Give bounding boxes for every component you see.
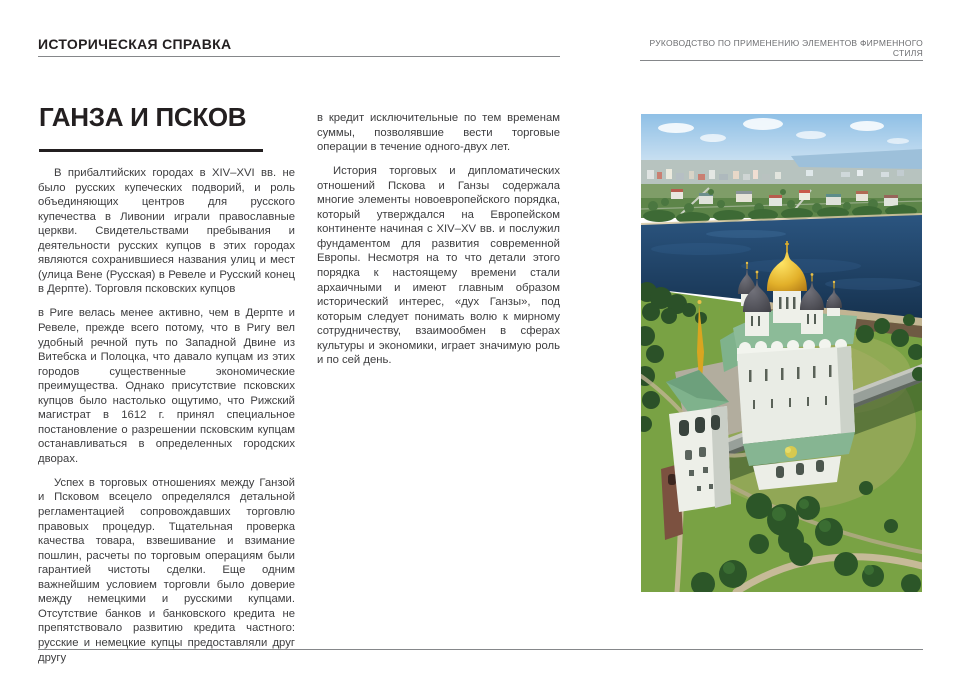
text-column-middle — [317, 111, 560, 377]
header-rule-right — [640, 60, 923, 61]
paragraph: в кредит исключительные по тем временам суммы, позволявшие вести торговые операции в течение одного-двух лет. — [317, 112, 560, 154]
paragraph: В прибалтийских городах в XIV–XVI вв. не было русских купеческих подворий, и роль объединяющих центров для русского купечества в Ливонии играли православные церкви. Свидетельствами пребывания и деятельности русских купцов в этих городах являются сохранившиеся названия улиц и мест (улица Вене (Русская) в Ревеле и Русский конец в Дерпте). Торговля псковских купцов — [38, 167, 295, 296]
article-title: ГАНЗА И ПСКОВ — [39, 102, 247, 132]
paragraph: Успех в торговых отношениях между Ганзой и Псковом всецело определялся детальной регламентацией сопровождавших торговлю правовых процедур. Тщательная проверка качества товара, взвешивание и взимание пошлин, расчеты по торговым операциям были гарантией чистоты сделки. Еще одним важнейшим условием торговли было доверие между немецкими и русскими купцами. Отсутствие банков и банковского кредита не препятствовало развитию кредита частного: русские и немецкие купцы предоставляли друг другу — [38, 476, 295, 664]
paragraph: в Риге велась менее активно, чем в Дерпте и Ревеле, прежде всего потому, что в Ригу вел удобный речной путь по Западной Двине из Витебска и Полоцка, что давало купцам из этих городов существенные экономические преимущества. Однако присутствие псковских купцов было настолько ощутимо, что Рижский магистрат в 1612 г. принял специальное постановление о разрешении псковским купцам останавливаться в определенных городских дворах. — [38, 307, 295, 465]
pskov-kremlin-photo — [641, 114, 922, 592]
footer-rule — [38, 649, 923, 650]
text-column-left — [38, 166, 295, 675]
document-title: РУКОВОДСТВО ПО ПРИМЕНЕНИЮ ЭЛЕМЕНТОВ ФИРМЕННОГО СТИЛЯ — [649, 38, 923, 58]
paragraph: История торговых и дипломатических отношений Пскова и Ганзы содержала многие элементы новоевропейского порядка, который утверждался на Европейском континенте начиная с XIV–XV вв. и послужил фундаментом для развития современной Европы. Несмотря на то что детали этого порядка к настоящему времени стали архаичными и имеют главным образом исторический интерес, «дух Ганзы», под которым следует понимать волю к мирному сотрудничеству, взаимообмен в сферах культуры и экономики, играет значимую роль и по сей день. — [317, 165, 560, 367]
section-title: ИСТОРИЧЕСКАЯ СПРАВКА — [38, 36, 232, 52]
pskov-aerial-illustration — [641, 114, 922, 592]
article-title-rule — [39, 149, 263, 152]
header-rule-left — [38, 56, 560, 57]
